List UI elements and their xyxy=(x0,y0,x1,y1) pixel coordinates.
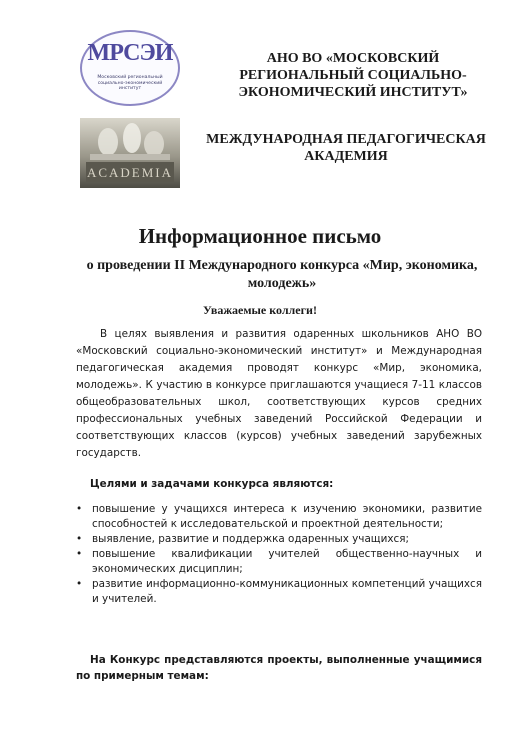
letter-subtitle: о проведении II Международного конкурса «Мир, экономика, молодежь» xyxy=(86,258,478,291)
academy-title: МЕЖДУНАРОДНАЯ ПЕДАГОГИЧЕСКАЯ АКАДЕМИЯ xyxy=(206,132,486,164)
goal-text: развитие информационно-коммуникационных компетенций учащихся и учителей. xyxy=(92,578,482,605)
goals-heading: Целями и задачами конкурса являются: xyxy=(90,478,334,490)
goals-list xyxy=(76,502,482,607)
greeting: Уважаемые коллеги! xyxy=(203,303,317,317)
topics-heading: На Конкурс представляются проекты, выполненные учащимися по примерным темам: xyxy=(76,654,482,682)
list-item xyxy=(76,502,482,532)
bullet-icon: • xyxy=(76,578,83,590)
organization-title: АНО ВО «МОСКОВСКИЙ РЕГИОНАЛЬНЫЙ СОЦИАЛЬНО-ЭКОНОМИЧЕСКИЙ ИНСТИТУТ» xyxy=(238,51,468,100)
bullet-icon: • xyxy=(76,503,83,515)
academia-logo xyxy=(80,118,180,188)
mrsei-logo xyxy=(80,30,180,106)
bullet-icon: • xyxy=(76,533,83,545)
academia-logo-caption: ACADEMIA xyxy=(86,165,174,180)
mrsei-logo-mark: МРСЭИ xyxy=(87,40,173,66)
goal-text: выявление, развитие и поддержка одаренных учащихся; xyxy=(92,533,409,545)
list-item xyxy=(76,532,482,547)
goal-text: повышение квалификации учителей общественно-научных и экономических дисциплин; xyxy=(92,548,482,575)
list-item xyxy=(76,577,482,607)
letter-title: Информационное письмо xyxy=(138,224,382,248)
list-item xyxy=(76,547,482,577)
mrsei-logo-caption: Московский региональный социально-экономический институт xyxy=(97,75,163,91)
intro-paragraph: В целях выявления и развития одаренных школьников АНО ВО «Московский социально-экономический институт» и Международная педагогическая академия проводят конкурс «Мир, экономика, молодежь». К участию в конкурсе приглашаются учащиеся 7-11 классов общеобразовательных школ, соответствующих курсов средних профессиональных учебных заведений Российской Федерации и соответствующих классов (курсов) учебных заведений зарубежных государств. xyxy=(76,328,482,459)
goal-text: повышение у учащихся интереса к изучению экономики, развитие способностей к исследовательской и проектной деятельности; xyxy=(92,503,482,530)
bullet-icon: • xyxy=(76,548,83,560)
